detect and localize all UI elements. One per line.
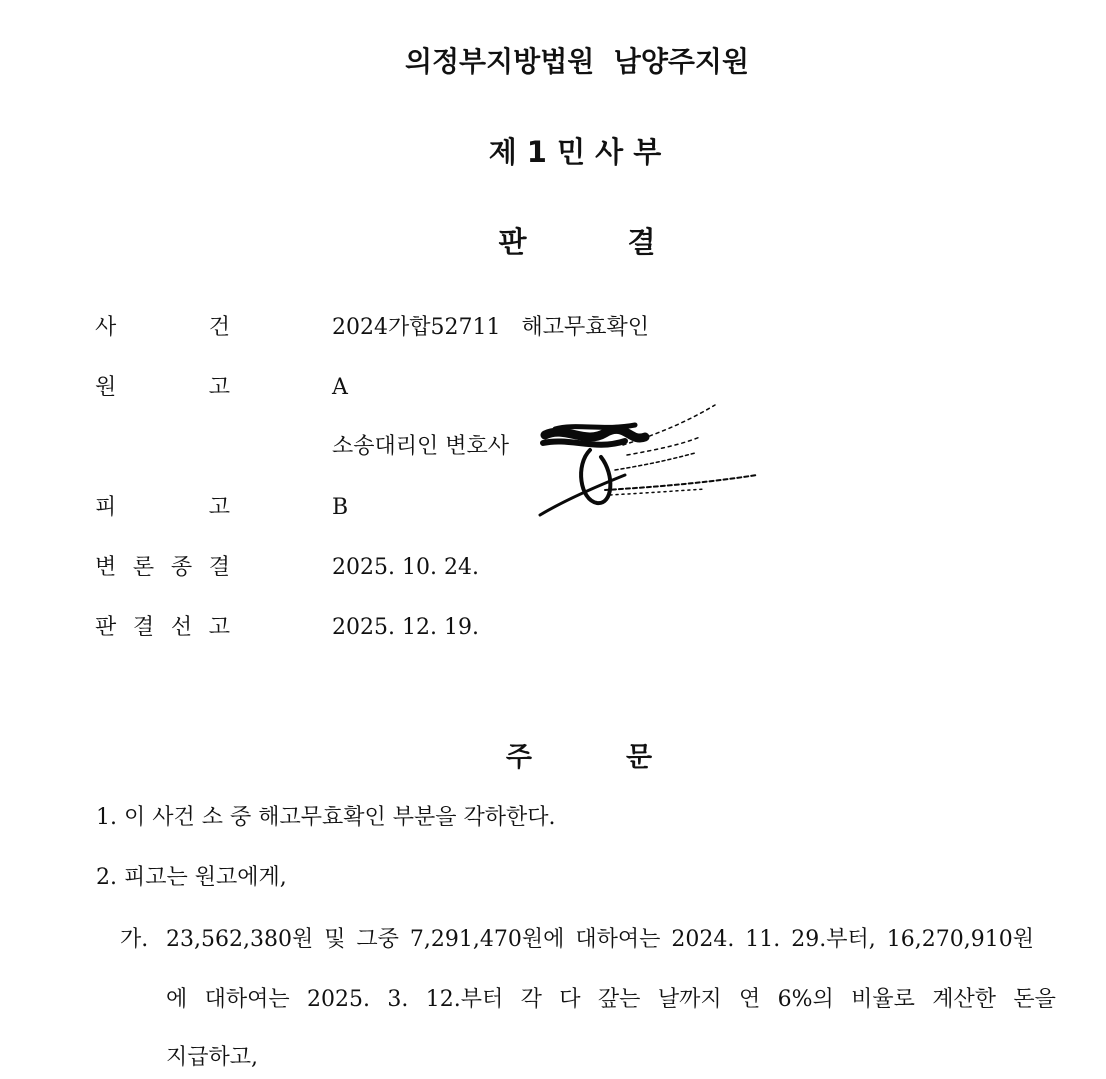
case-label: 사 건 xyxy=(95,315,230,340)
order-item-2a-marker: 가. xyxy=(120,927,149,952)
defendant-label: 피 고 xyxy=(95,495,230,520)
redaction-scribble-icon xyxy=(535,395,765,525)
order-item-2a-line-1: 23,562,380원 및 그중 7,291,470원에 대하여는 2024. 11. 29.부터, 16,270,910원 xyxy=(166,927,1034,952)
order-heading: 주 문 xyxy=(505,742,653,773)
order-item-1: 1. 이 사건 소 중 해고무효확인 부분을 각하한다. xyxy=(96,805,556,830)
order-item-2a-line-2: 에 대하여는 2025. 3. 12.부터 각 다 갚는 날까지 연 6%의 비율로 계산한 돈을 xyxy=(166,987,1056,1012)
order-item-2: 2. 피고는 원고에게, xyxy=(96,865,287,890)
plaintiff-name: A xyxy=(332,375,348,400)
defendant-name: B xyxy=(332,495,349,520)
court-name: 의정부지방법원 남양주지원 xyxy=(404,45,750,78)
hearing-closed-date: 2025. 10. 24. xyxy=(332,555,479,580)
order-item-2a-line-3: 지급하고, xyxy=(166,1045,259,1070)
judgment-date: 2025. 12. 19. xyxy=(332,615,479,640)
plaintiff-label: 원 고 xyxy=(95,375,230,400)
document-type: 판 결 xyxy=(498,225,656,259)
case-number: 2024가합52711 해고무효확인 xyxy=(332,315,649,340)
division-name: 제 1 민 사 부 xyxy=(488,135,662,169)
judgment-date-label: 판 결 선 고 xyxy=(95,615,230,640)
hearing-closed-label: 변 론 종 결 xyxy=(95,555,230,580)
counsel-label: 소송대리인 변호사 xyxy=(332,434,510,459)
